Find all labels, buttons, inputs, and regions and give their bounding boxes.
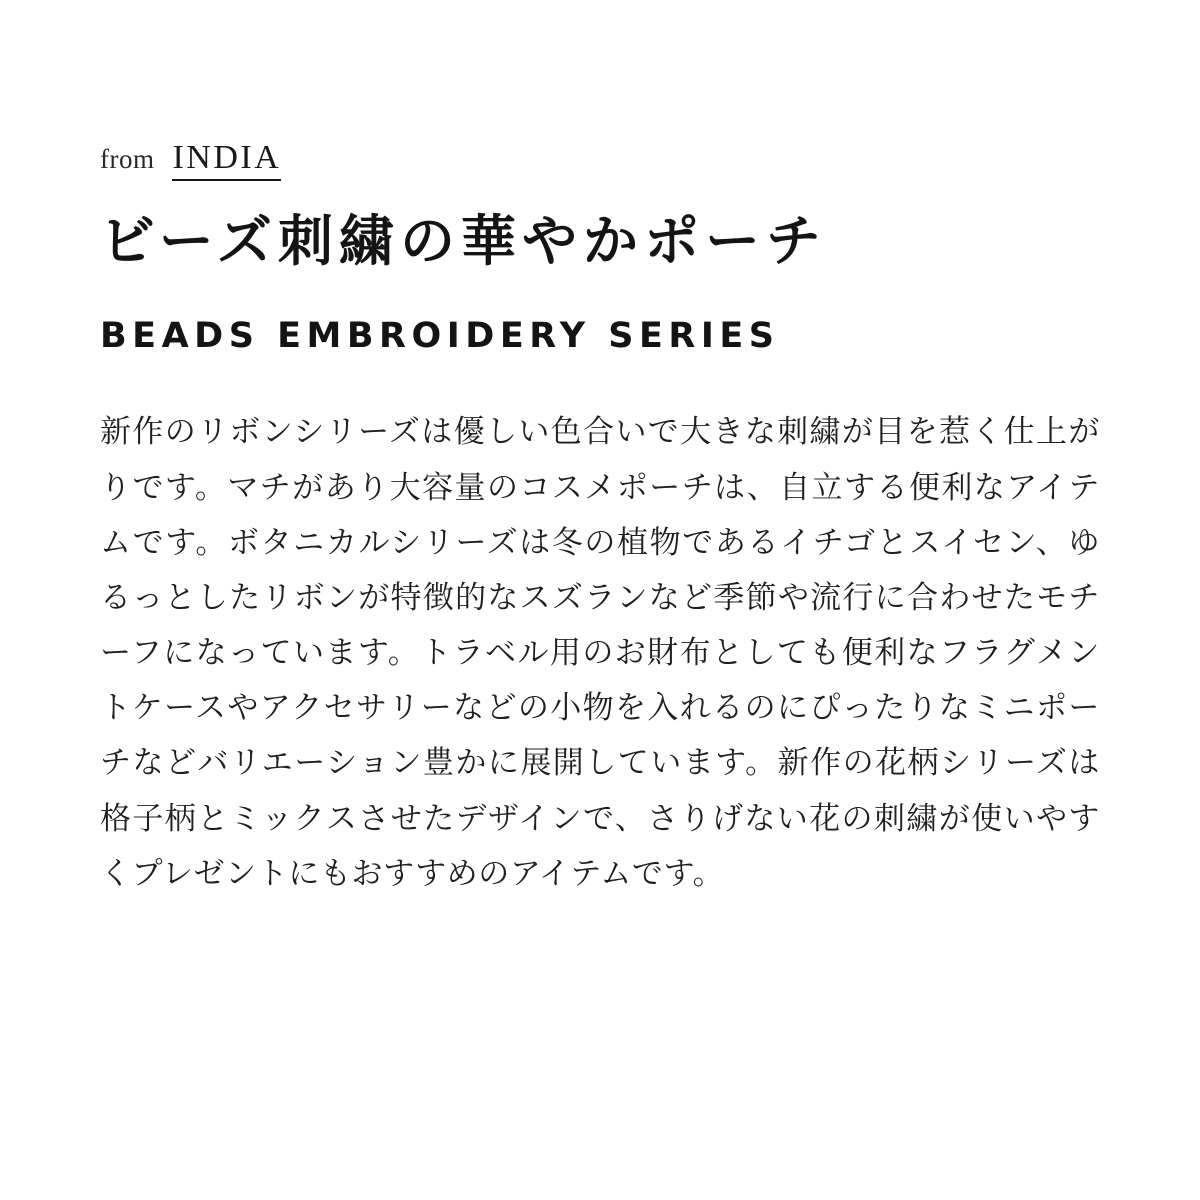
description-paragraph: 新作のリボンシリーズは優しい色合いで大きな刺繍が目を惹く仕上がりです。マチがあり大容量のコスメポーチは、自立する便利なアイテムです。ボタニカルシリーズは冬の植物であるイチゴとスイセン、ゆるっとしたリボンが特徴的なスズランなど季節や流行に合わせたモチーフになっています。トラベル用のお財布としても便利なフラグメントケースやアクセサリーなどの小物を入れるのにぴったりなミニポーチなどバリエーション豊かに展開しています。新作の花柄シリーズは格子柄とミックスさせたデザインで、さりげない花の刺繍が使いやすくプレゼントにもおすすめのアイテムです。	[100, 414, 1100, 892]
origin-from-label: from	[100, 144, 155, 174]
page-title: ビーズ刺繍の華やかポーチ	[100, 208, 828, 273]
origin-country-label: INDIA	[172, 140, 281, 181]
page-subtitle: BEADS EMBROIDERY SERIES	[100, 316, 780, 357]
origin-eyebrow	[100, 140, 1100, 181]
